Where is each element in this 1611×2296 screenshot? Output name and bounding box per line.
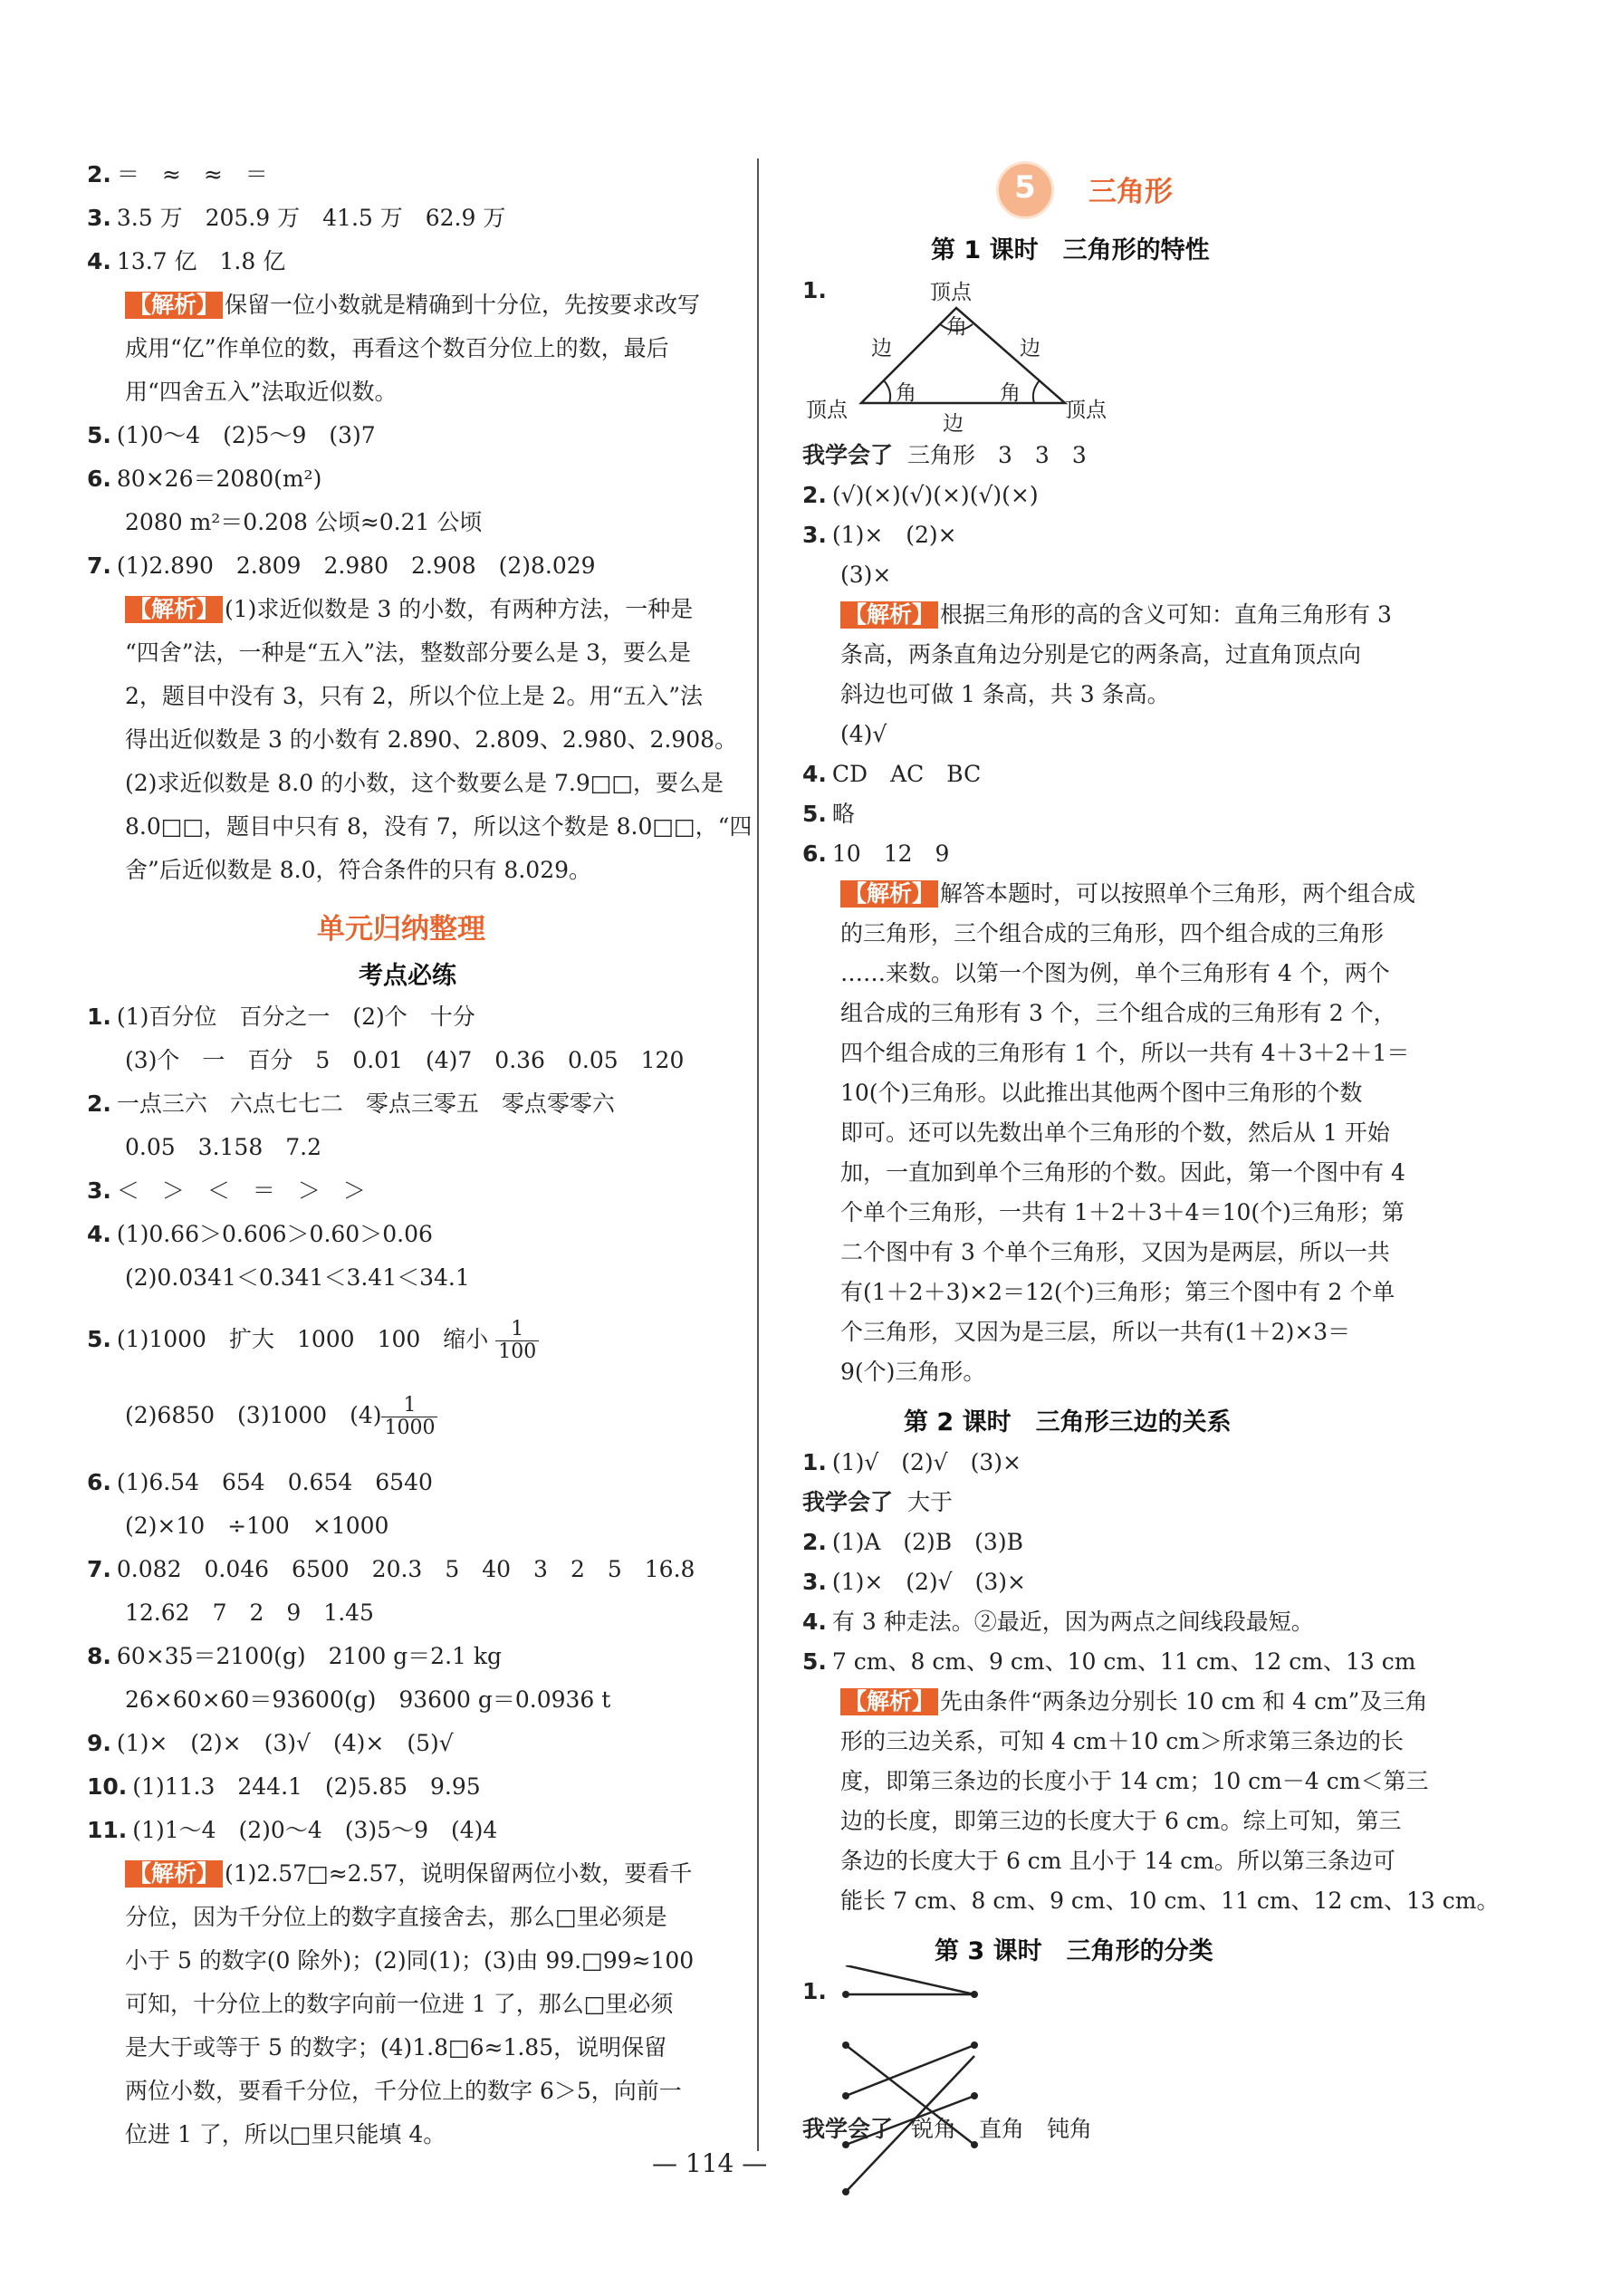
lesson-3-title: 第 3 课时 三角形的分类 <box>935 1937 1213 1965</box>
analysis-r3-line-1: 【解析】 根据三角形的高的含义可知：直角三角形有 3 <box>840 601 1392 629</box>
analysis-7-line-1: 【解析】 (1)求近似数是 3 的小数，有两种方法，一种是 <box>125 596 693 623</box>
lesson3-answer-1: 1. <box>802 1978 827 2004</box>
learned-1: 我学会了 三角形 3 3 3 <box>802 442 1087 468</box>
dot-left-2 <box>842 2041 849 2049</box>
analysis-7-line-4: 得出近似数是 3 的小数有 2.890、2.809、2.980、2.908。 <box>125 726 738 753</box>
analysis-r6-line-13: 9(个)三角形。 <box>840 1359 986 1385</box>
label-angle-top: 角 <box>946 315 967 339</box>
analysis-s5-line-6: 能长 7 cm、8 cm、9 cm、10 cm、11 cm、12 cm、13 cm。 <box>840 1888 1500 1914</box>
practice-8-line-2: 26×60×60＝93600(g) 93600 g＝0.0936 t <box>125 1686 611 1713</box>
analysis-11-line-4: 可知，十分位上的数字向前一位进 1 了，那么□里必须 <box>125 1991 674 2017</box>
analysis-r6-line-1: 【解析】 解答本题时，可以按照单个三角形，两个组合成 <box>840 880 1415 908</box>
analysis-r6-line-10: 二个图中有 3 个单个三角形，又因为是两层，所以一共 <box>840 1239 1390 1265</box>
practice-7: 7. 0.082 0.046 6500 20.3 5 40 3 2 5 16.8 <box>87 1556 695 1582</box>
analysis-r6-line-9: 个单个三角形，一共有 1＋2＋3＋4＝10(个)三角形；第 <box>840 1199 1405 1225</box>
label-side-left: 边 <box>871 337 892 360</box>
analysis-7-line-3: 2，题目中没有 3，只有 2，所以个位上是 2。用“五入”法 <box>125 683 704 709</box>
lesson1-answer-5: 5. 略 <box>802 801 855 827</box>
analysis-7-line-6: 8.0□□，题目中只有 8，没有 7，所以这个数是 8.0□□，“四 <box>125 813 753 840</box>
unit-number-badge: 5 <box>996 161 1054 219</box>
analysis-r6-line-4: 组合成的三角形有 3 个，三个组合成的三角形有 2 个， <box>840 1000 1396 1026</box>
practice-6-line-2: (2)×10 ÷100 ×1000 <box>125 1513 389 1539</box>
analysis-r6-line-12: 个三角形，又因为是三层，所以一共有(1＋2)×3＝ <box>840 1319 1351 1345</box>
right-angle-arc <box>1033 380 1040 403</box>
analysis-r3-line-2: 条高，两条直角边分别是它的两条高，过直角顶点向 <box>840 641 1362 668</box>
page-number: — 114 — <box>652 2148 768 2178</box>
lesson1-answer-4: 4. CD AC BC <box>802 761 982 787</box>
analysis-r6-line-11: 有(1＋2＋3)×2＝12(个)三角形；第三个图中有 2 个单 <box>840 1279 1395 1305</box>
analysis-r6-line-6: 10(个)三角形。以此推出其他两个图中三角形的个数 <box>840 1080 1363 1106</box>
analysis-4-line-1: 【解析】 保留一位小数就是精确到十分位，先按要求改写 <box>125 292 700 319</box>
analysis-4-line-2: 成用“亿”作单位的数，再看这个数百分位上的数，最后 <box>125 335 669 361</box>
practice-1-line-2: (3)个 一 百分 5 0.01 (4)7 0.36 0.05 120 <box>125 1047 685 1073</box>
answer-4: 4. 13.7 亿 1.8 亿 <box>87 248 286 274</box>
practice-8: 8. 60×35＝2100(g) 2100 g＝2.1 kg <box>87 1643 503 1669</box>
answer-7: 7. (1)2.890 2.809 2.980 2.908 (2)8.029 <box>87 552 596 579</box>
label-angle-left: 角 <box>896 381 916 405</box>
analysis-r6-line-5: 四个组合成的三角形有 1 个，所以一共有 4＋3＋2＋1＝ <box>840 1040 1410 1066</box>
dot-left-5 <box>842 2188 849 2195</box>
analysis-s5-line-1: 【解析】 先由条件“两条边分别长 10 cm 和 4 cm”及三角 <box>840 1688 1427 1715</box>
analysis-11-line-5: 是大于或等于 5 的数字；(4)1.8□6≈1.85，说明保留 <box>125 2034 667 2061</box>
lesson-2-title: 第 2 课时 三角形三边的关系 <box>904 1408 1232 1436</box>
practice-5: 5. (1)1000 扩大 1000 100 缩小 $\frac{1}{100}$ <box>87 1319 539 1363</box>
learned-3: 我学会了 锐角 直角 钝角 <box>802 2116 1093 2142</box>
lesson1-answer-3-line-4: (4)√ <box>840 721 887 747</box>
practice-3: 3. ＜ ＞ ＜ ＝ ＞ ＞ <box>87 1177 366 1204</box>
analysis-s5-line-2: 形的三边关系，可知 4 cm＋10 cm＞所求第三条边的长 <box>840 1728 1404 1754</box>
practice-6: 6. (1)6.54 654 0.654 6540 <box>87 1469 433 1495</box>
label-angle-right: 角 <box>1000 381 1021 405</box>
lesson2-answer-4: 4. 有 3 种走法。②最近，因为两点之间线段最短。 <box>802 1609 1314 1635</box>
analysis-r6-line-7: 即可。还可以先数出单个三角形的个数，然后从 1 开始 <box>840 1119 1390 1146</box>
practice-7-line-2: 12.62 7 2 9 1.45 <box>125 1600 374 1626</box>
match-line-top <box>846 1965 974 1994</box>
answer-3: 3. 3.5 万 205.9 万 41.5 万 62.9 万 <box>87 205 506 231</box>
label-side-bottom: 边 <box>943 412 964 435</box>
learned-2: 我学会了 大于 <box>802 1489 954 1515</box>
lesson2-answer-5: 5. 7 cm、8 cm、9 cm、10 cm、11 cm、12 cm、13 cm <box>802 1648 1416 1675</box>
lesson1-answer-2: 2. (√)(×)(√)(×)(√)(×) <box>802 482 1039 508</box>
lesson1-answer-3: 3. (1)× (2)× <box>802 522 957 548</box>
dot-right-2 <box>971 2041 978 2049</box>
fraction-1-100: $\frac{1}{100}$ <box>495 1319 539 1363</box>
lesson2-answer-2: 2. (1)A (2)B (3)B <box>802 1529 1023 1555</box>
dot-right-1 <box>971 1991 978 1998</box>
fraction-1-1000: $\frac{1}{1000}$ <box>381 1395 437 1439</box>
analysis-11-line-7: 位进 1 了，所以□里只能填 4。 <box>125 2121 446 2147</box>
practice-5-line-2: (2)6850 (3)1000 (4) $\frac{1}{1000}$ <box>125 1395 437 1439</box>
match-line-b <box>846 2045 974 2096</box>
answer-6-line-2: 2080 m²＝0.208 公顷≈0.21 公顷 <box>125 509 483 535</box>
answer-5: 5. (1)0～4 (2)5～9 (3)7 <box>87 422 376 448</box>
lesson2-answer-1: 1. (1)√ (2)√ (3)× <box>802 1449 1021 1475</box>
analysis-11-line-6: 两位小数，要看千分位，千分位上的数字 6＞5，向前一 <box>125 2078 682 2104</box>
matching-lines-diagram <box>802 1965 1038 2201</box>
analysis-r6-line-8: 加，一直加到单个三角形的个数。因此，第一个图中有 4 <box>840 1159 1405 1186</box>
triangle-diagram <box>802 272 1183 435</box>
practice-1: 1. (1)百分位 百分之一 (2)个 十分 <box>87 1004 475 1030</box>
analysis-7-line-2: “四舍”法，一种是“五入”法，整数部分要么是 3，要么是 <box>125 639 691 666</box>
practice-11: 11. (1)1～4 (2)0～4 (3)5～9 (4)4 <box>87 1817 498 1843</box>
label-vertex-left: 顶点 <box>806 399 848 422</box>
left-angle-arc <box>884 380 890 403</box>
practice-4-line-2: (2)0.0341＜0.341＜3.41＜34.1 <box>125 1264 470 1291</box>
analysis-r6-line-3: ……来数。以第一个图为例，单个三角形有 4 个，两个 <box>840 960 1390 986</box>
lesson2-answer-3: 3. (1)× (2)√ (3)× <box>802 1569 1026 1595</box>
analysis-s5-line-5: 条边的长度大于 6 cm 且小于 14 cm。所以第三条边可 <box>840 1848 1395 1874</box>
answer-2: 2. ＝ ≈ ≈ ＝ <box>87 161 268 187</box>
label-vertex-top: 顶点 <box>930 281 972 304</box>
analysis-4-line-3: 用“四舍五入”法取近似数。 <box>125 379 398 405</box>
lesson1-answer-3-line-2: (3)× <box>840 562 892 588</box>
dot-right-3 <box>971 2092 978 2099</box>
dot-left-1 <box>842 1991 849 1998</box>
practice-4: 4. (1)0.66＞0.606＞0.60＞0.06 <box>87 1221 433 1247</box>
analysis-s5-line-3: 度，即第三条边的长度小于 14 cm；10 cm－4 cm＜第三 <box>840 1768 1429 1794</box>
analysis-7-line-7: 舍”后近似数是 8.0，符合条件的只有 8.029。 <box>125 857 592 883</box>
analysis-s5-line-4: 边的长度，即第三边的长度大于 6 cm。综上可知，第三 <box>840 1808 1402 1834</box>
lesson-1-title: 第 1 课时 三角形的特性 <box>931 236 1210 264</box>
analysis-r6-line-2: 的三角形，三个组合成的三角形，四个组合成的三角形 <box>840 920 1385 946</box>
column-divider <box>757 159 759 2151</box>
lesson1-answer-6: 6. 10 12 9 <box>802 841 950 867</box>
analysis-11-line-2: 分位，因为千分位上的数字直接舍去，那么□里必须是 <box>125 1904 667 1930</box>
label-vertex-right: 顶点 <box>1065 399 1107 422</box>
analysis-11-line-3: 小于 5 的数字(0 除外)；(2)同(1)；(3)由 99.□99≈100 <box>125 1947 695 1974</box>
label-side-right: 边 <box>1020 337 1040 360</box>
lesson1-answer-1: 1. <box>802 277 827 303</box>
practice-2: 2. 一点三六 六点七七二 零点三零五 零点零零六 <box>87 1090 615 1117</box>
section-title-practice: 考点必练 <box>359 962 456 990</box>
answer-6: 6. 80×26＝2080(m²) <box>87 466 322 492</box>
practice-10: 10. (1)11.3 244.1 (2)5.85 9.95 <box>87 1773 481 1800</box>
analysis-r3-line-3: 斜边也可做 1 条高，共 3 条高。 <box>840 681 1170 707</box>
dot-left-3 <box>842 2092 849 2099</box>
analysis-11-line-1: 【解析】 (1)2.57□≈2.57，说明保留两位小数，要看千 <box>125 1860 692 1888</box>
unit-title: 三角形 <box>1088 176 1173 208</box>
analysis-7-line-5: (2)求近似数是 8.0 的小数，这个数要么是 7.9□□，要么是 <box>125 770 724 796</box>
unit-summary-title: 单元归纳整理 <box>317 913 485 946</box>
practice-2-line-2: 0.05 3.158 7.2 <box>125 1134 321 1160</box>
practice-9: 9. (1)× (2)× (3)√ (4)× (5)√ <box>87 1730 454 1756</box>
